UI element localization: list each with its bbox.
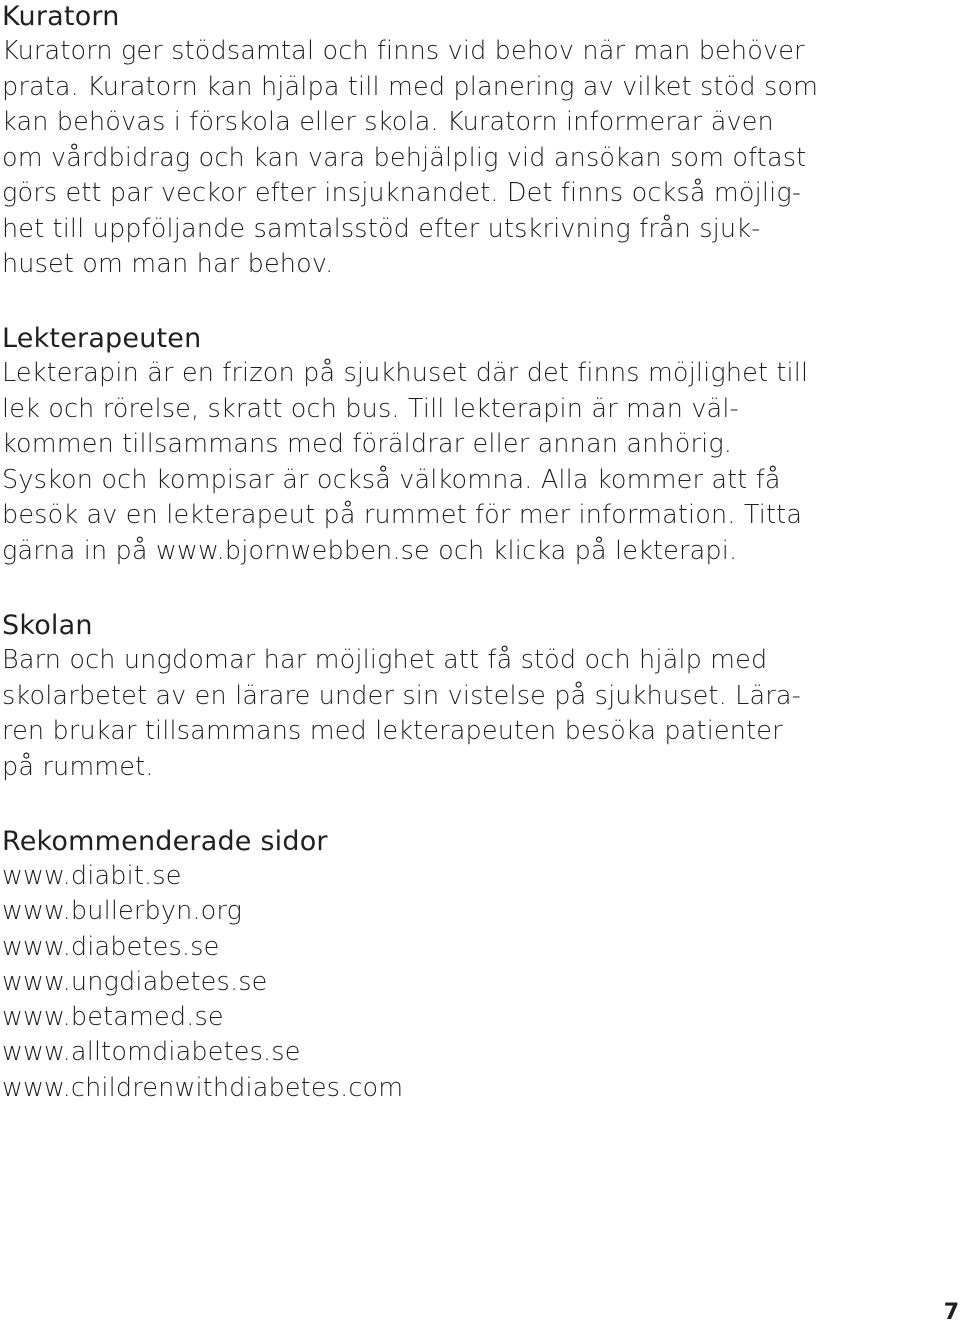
link-item: www.ungdiabetes.se: [2, 966, 268, 997]
section-body-kuratorn: [2, 34, 842, 283]
paragraph-line: Lekterapin är en frizon på sjukhuset där det finns möjlighet till: [2, 358, 809, 388]
paragraph-line: skolarbetet av en lärare under sin vistelse på sjukhuset. Lära-: [2, 680, 801, 711]
section-kuratorn: [2, 0, 842, 283]
paragraph-line: görs ett par veckor efter insjuknandet. Det finns också möjlig-: [2, 178, 802, 208]
paragraph-line: kommen tillsammans med föräldrar eller annan anhörig.: [2, 429, 733, 459]
link-list: [2, 859, 842, 1106]
section-body-lekterapeuten: [2, 356, 842, 569]
section-skolan: [2, 609, 842, 785]
paragraph-line: lek och rörelse, skratt och bus. Till lekterapin är man väl-: [2, 393, 739, 424]
link-item: www.alltomdiabetes.se: [2, 1037, 301, 1068]
section-heading-skolan: Skolan: [2, 610, 93, 641]
section-body-skolan: [2, 643, 842, 785]
section-lekterapeuten: [2, 322, 842, 569]
section-rekommenderade-sidor: [2, 825, 842, 1106]
paragraph-line: het till uppföljande samtalsstöd efter utskrivning från sjuk-: [2, 213, 761, 244]
link-item: www.betamed.se: [2, 1002, 224, 1033]
paragraph-line: ren brukar tillsammans med lekterapeuten besöka patienter: [2, 716, 783, 746]
paragraph-line: Syskon och kompisar är också välkomna. Alla kommer att få: [2, 464, 781, 495]
link-item: www.diabit.se: [2, 861, 182, 891]
section-heading-kuratorn: Kuratorn: [2, 1, 120, 32]
section-heading-rekommenderade-sidor: Rekommenderade sidor: [2, 826, 328, 857]
paragraph-line: Barn och ungdomar har möjlighet att få stöd och hjälp med: [2, 645, 768, 675]
section-heading-lekterapeuten: Lekterapeuten: [2, 323, 202, 354]
page-number: 7: [943, 1300, 959, 1325]
paragraph-line: prata. Kuratorn kan hjälpa till med planering av vilket stöd som: [2, 71, 819, 102]
link-item: www.bullerbyn.org: [2, 896, 243, 927]
paragraph-line: om vårdbidrag och kan vara behjälplig vid ansökan som oftast: [2, 142, 807, 173]
paragraph-line: gärna in på www.bjornwebben.se och klicka på lekterapi.: [2, 535, 738, 566]
paragraph-line: besök av en lekterapeut på rummet för mer information. Titta: [2, 500, 803, 530]
link-item: www.diabetes.se: [2, 931, 220, 962]
paragraph-line: huset om man har behov.: [2, 249, 334, 279]
link-item: www.childrenwithdiabetes.com: [2, 1072, 404, 1103]
paragraph-line: på rummet.: [2, 751, 154, 782]
paragraph-line: Kuratorn ger stödsamtal och finns vid behov när man behöver: [2, 36, 805, 66]
paragraph-line: kan behövas i förskola eller skola. Kuratorn informerar även: [2, 107, 774, 137]
